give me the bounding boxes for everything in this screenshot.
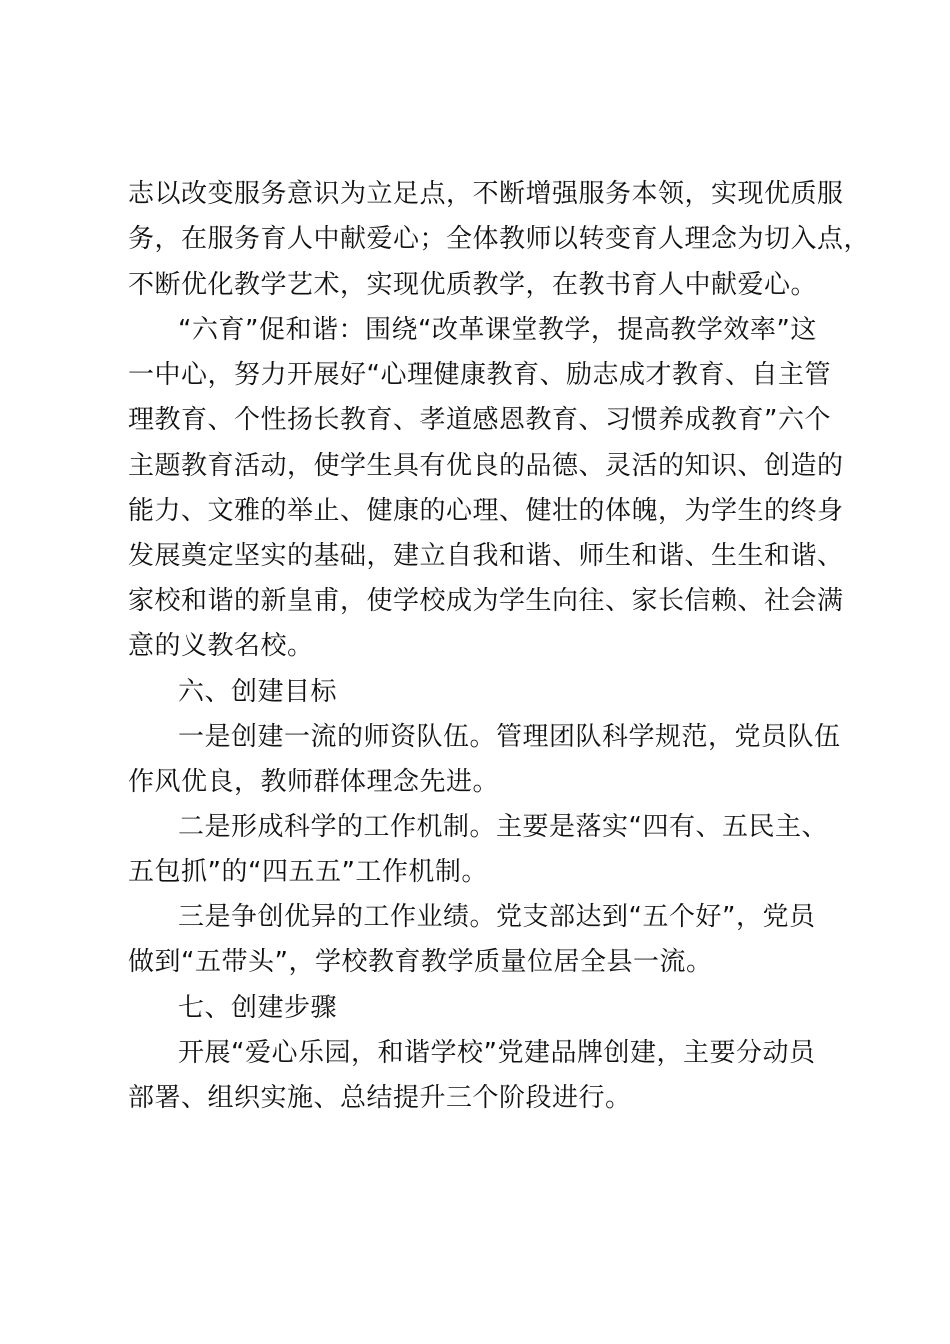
paragraph-line: 三是争创优异的工作业绩。党支部达到“五个好”，党员: [178, 902, 816, 932]
paragraph-line: 发展奠定坚实的基础，建立自我和谐、师生和谐、生生和谐、: [128, 541, 844, 571]
paragraph-line: 理教育、个性扬长教育、孝道感恩教育、习惯养成教育”六个: [128, 405, 831, 435]
paragraph-line: 五包抓”的“四五五”工作机制。: [128, 857, 488, 887]
paragraph-line: 能力、文雅的举止、健康的心理、健壮的体魄，为学生的终身: [128, 496, 844, 526]
paragraph-line: 开展“爱心乐园，和谐学校”党建品牌创建，主要分动员: [178, 1038, 816, 1068]
paragraph-line: 意的义教名校。: [128, 631, 314, 661]
paragraph-line: 一是创建一流的师资队伍。管理团队科学规范，党员队伍: [178, 722, 841, 752]
paragraph-line: 家校和谐的新皇甫，使学校成为学生向往、家长信赖、社会满: [128, 586, 844, 616]
paragraph-line: 做到“五带头”，学校教育教学质量位居全县一流。: [128, 947, 713, 977]
paragraph-line: 务，在服务育人中献爱心；全体教师以转变育人理念为切入点，: [128, 224, 871, 254]
paragraph-line: “六育”促和谐：围绕“改革课堂教学，提高教学效率”这: [178, 315, 817, 345]
paragraph-line: 一中心，努力开展好“心理健康教育、励志成才教育、自主管: [128, 360, 831, 390]
paragraph-line: 志以改变服务意识为立足点，不断增强服务本领，实现优质服: [128, 179, 844, 209]
paragraph-line: 作风优良，教师群体理念先进。: [128, 767, 500, 797]
section-heading: 七、创建步骤: [178, 993, 338, 1023]
paragraph-line: 部署、组织实施、总结提升三个阶段进行。: [128, 1083, 632, 1113]
paragraph-line: 二是形成科学的工作机制。主要是落实“四有、五民主、: [178, 812, 828, 842]
paragraph-line: 主题教育活动，使学生具有优良的品德、灵活的知识、创造的: [128, 451, 844, 481]
paragraph-line: 不断优化教学艺术，实现优质教学，在教书育人中献爱心。: [128, 270, 818, 300]
section-heading: 六、创建目标: [178, 677, 338, 707]
